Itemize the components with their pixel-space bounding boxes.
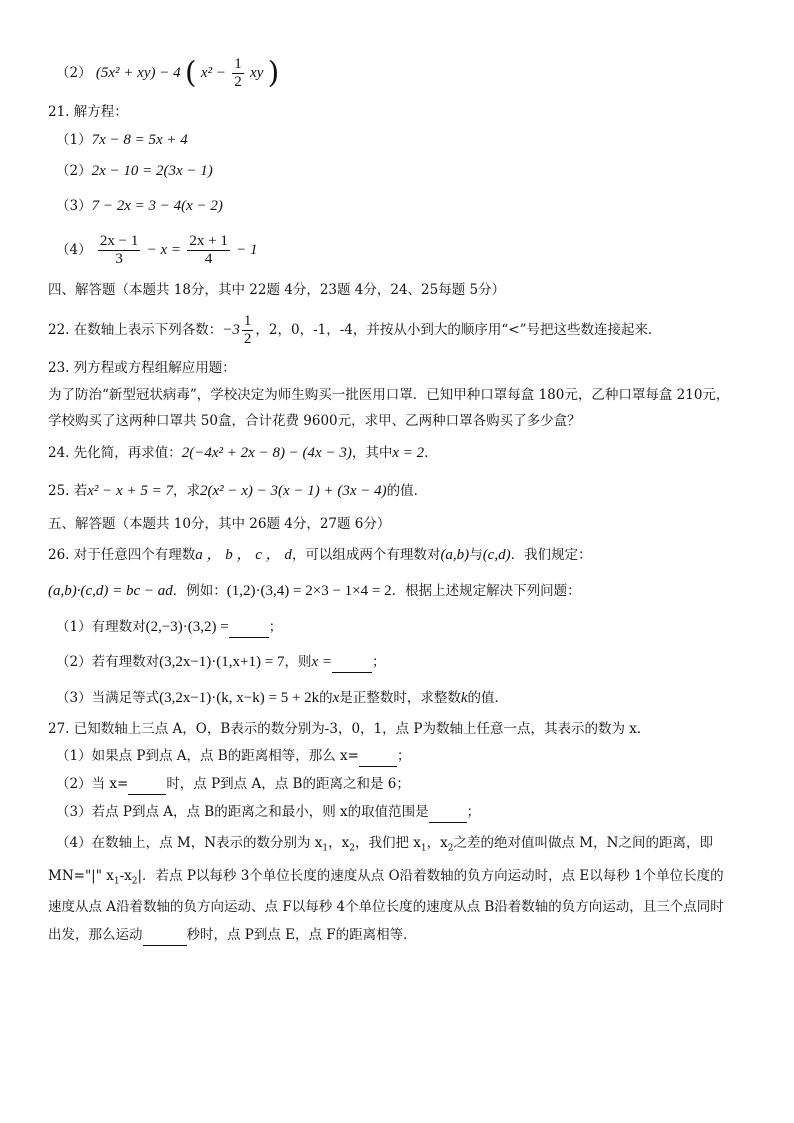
expression: x² − (200, 65, 226, 81)
q26-line2 (48, 581, 581, 601)
question-text: 是正整数时，求整数 (339, 690, 461, 706)
q23-title: 23. 列方程或方程组解应用题： (48, 360, 236, 376)
pair: (a,b) (440, 547, 470, 563)
question-text: 的 (319, 690, 333, 706)
subscript: 2 (447, 843, 454, 854)
question-text: （4）在数轴上，点 M，N表示的数分别为 x (56, 835, 323, 851)
subscript: 1 (322, 843, 329, 854)
section-5-heading: 五、解答题（本题共 10分，其中 26题 4分，27题 6分） (48, 516, 391, 532)
question-text: ； (268, 619, 283, 635)
question-text: ．例如： (172, 583, 227, 599)
question-text: ，2，0，-1，-4，并按从小到大的顺序用“<”号把这些数连接起来． (255, 322, 662, 338)
fraction-numerator: 2x − 1 (99, 233, 139, 249)
question-text: 25. 若 (48, 483, 88, 499)
q26-part3 (56, 688, 508, 708)
fraction (187, 233, 229, 268)
q27-part4-line3: 速度从点 A沿着数轴的负方向运动、点 F以每秒 4个单位长度的速度从点 B沿着数轴的负方向运动，且三个点同时 (48, 899, 724, 915)
question-text: ，我们把 x (355, 835, 421, 851)
answer-blank[interactable] (128, 774, 166, 795)
part-label: （3） (56, 198, 92, 214)
question-text: 的值． (467, 690, 509, 706)
expression: 2(x² − x) − 3(x − 1) + (3x − 4) (199, 483, 387, 499)
q20-part2 (56, 55, 280, 91)
question-text: （3）若点 P到点 A，点 B的距离之和最小，则 x的取值范围是 (56, 804, 429, 820)
expression: (3,2x−1)·(1,x+1) = 7 (159, 654, 285, 670)
expression: 2(−4x² + 2x − 8) − (4x − 3) (181, 445, 352, 461)
definition: (a,b)·(c,d) = bc − ad (48, 583, 173, 599)
equation: 7x − 8 = 5x + 4 (91, 132, 188, 148)
question-text: ，x (328, 835, 350, 851)
q27-part4-line4 (48, 925, 417, 946)
variable: k (460, 690, 468, 706)
q23-line2: 学校购买了这两种口罩共 50盒，合计花费 9600元，求甲、乙两种口罩各购买了多少盒？ (48, 413, 581, 429)
question-text: ； (371, 654, 386, 670)
question-text: 之差的绝对值叫做点 M，N之间的距离，即 (453, 835, 713, 851)
q21-title: 21. 解方程： (48, 104, 128, 120)
question-text: 时，点 P到点 A，点 B的距离之和是 6； (166, 776, 410, 792)
left-paren-glyph: ( (184, 55, 197, 91)
equation: 7 − 2x = 3 − 4(x − 2) (91, 198, 223, 214)
condition: x² − x + 5 = 7 (87, 483, 173, 499)
question-text: （1）有理数对 (56, 619, 146, 635)
answer-blank[interactable] (143, 925, 187, 946)
variable: x = (311, 654, 332, 670)
question-text: （3）当满足等式 (56, 690, 160, 706)
question-text: 22. 在数轴上表示下列各数： (48, 322, 223, 338)
expression: (3,2x−1)·(k, x−k) = 5 + 2k (159, 690, 320, 706)
question-text: ，则 (284, 654, 312, 670)
question-text: 与 (469, 547, 483, 563)
question-text: 秒时，点 P到点 E，点 F的距离相等． (186, 927, 417, 943)
question-text: ，求 (172, 483, 200, 499)
q21-part2 (56, 161, 213, 181)
q26-part1 (56, 617, 282, 638)
question-text: |．若点 P以每秒 3个单位长度的速度从点 O沿着数轴的负方向运动时，点 E以每秒 1个单位长度的 (137, 868, 724, 884)
question-text: ．根据上述规定解决下列问题： (391, 583, 581, 599)
fraction-denominator: 3 (115, 251, 123, 267)
answer-blank[interactable] (229, 617, 269, 638)
question-text: （2）若有理数对 (56, 654, 160, 670)
fraction-denominator: 2 (234, 74, 242, 90)
q24 (48, 443, 438, 463)
subscript: 1 (420, 843, 427, 854)
fraction (232, 56, 244, 91)
answer-blank[interactable] (359, 746, 397, 767)
question-text: ．我们规定： (510, 547, 592, 563)
part-label: （4） (56, 242, 92, 258)
q27-part3 (56, 802, 480, 823)
q26-part2 (56, 652, 385, 673)
part-label: （1） (56, 132, 92, 148)
q21-part3 (56, 196, 223, 216)
expression: (2,−3)·(3,2) = (145, 619, 229, 635)
variable: x (332, 690, 340, 706)
question-text: 24. 先化简，再求值： (48, 445, 182, 461)
question-text: 26. 对于任意四个有理数 (48, 547, 196, 563)
fraction-numerator: 1 (234, 56, 242, 72)
question-text: （1）如果点 P到点 A，点 B的距离相等，那么 x= (56, 748, 359, 764)
q27-part1 (56, 746, 410, 767)
equation: 2x − 10 = 2(3x − 1) (91, 163, 213, 179)
section-4-heading: 四、解答题（本题共 18分，其中 22题 4分，23题 4分，24、25每题 5分） (48, 282, 506, 298)
part-label: （2） (56, 65, 92, 81)
subscript: 2 (131, 876, 138, 887)
expression: xy (250, 65, 264, 81)
q21-part4 (56, 232, 258, 268)
q26-line1 (48, 545, 592, 565)
fraction-denominator: 2 (243, 331, 252, 347)
q27-part2 (56, 774, 410, 795)
right-paren-glyph: ) (267, 55, 280, 91)
answer-blank[interactable] (429, 802, 467, 823)
q27-title: 27. 已知数轴上三点 A，O，B表示的数分别为-3，0，1，点 P为数轴上任意一点，其表示的数为 x． (48, 721, 651, 737)
equation-middle: − x = (146, 242, 182, 258)
question-text: -x (119, 868, 132, 884)
question-text: ； (466, 804, 481, 820)
fraction (98, 233, 140, 268)
answer-blank[interactable] (332, 652, 372, 673)
question-text: MN="|" x (48, 868, 114, 884)
q27-part4-line1 (56, 833, 713, 859)
fraction (242, 313, 254, 348)
question-text: 的值． (386, 483, 428, 499)
equation-end: − 1 (236, 242, 258, 258)
example: (1,2)·(3,4) = 2×3 − 1×4 = 2 (226, 583, 392, 599)
q21-part1 (56, 130, 188, 150)
subscript: 1 (113, 876, 120, 887)
fraction-denominator: 4 (204, 251, 213, 267)
fraction-numerator: 2x + 1 (189, 233, 228, 249)
q25 (48, 481, 427, 501)
question-text: ． (424, 445, 438, 461)
question-text: ，其中 (351, 445, 393, 461)
mixed-number-whole: −3 (222, 322, 240, 338)
question-text: （2）当 x= (56, 776, 129, 792)
question-text: ，x (426, 835, 448, 851)
expression: (5x² + xy) − 4 (95, 65, 181, 81)
q23-line1: 为了防治“新型冠状病毒”，学校决定为师生购买一批医用口罩．已知甲种口罩每盒 180元，乙种口罩每盒 210元， (48, 387, 730, 403)
question-text: ； (396, 748, 411, 764)
fraction-numerator: 1 (243, 313, 252, 329)
condition: x = 2 (392, 445, 425, 461)
question-text: ，可以组成两个有理数对 (291, 547, 441, 563)
part-label: （2） (56, 163, 92, 179)
variables: a ， b ， c ， d (195, 547, 292, 563)
q27-part4-line2 (48, 866, 724, 892)
question-text: 出发，那么运动 (48, 927, 143, 943)
q22 (48, 312, 661, 348)
subscript: 2 (349, 843, 356, 854)
pair: (c,d) (482, 547, 511, 563)
